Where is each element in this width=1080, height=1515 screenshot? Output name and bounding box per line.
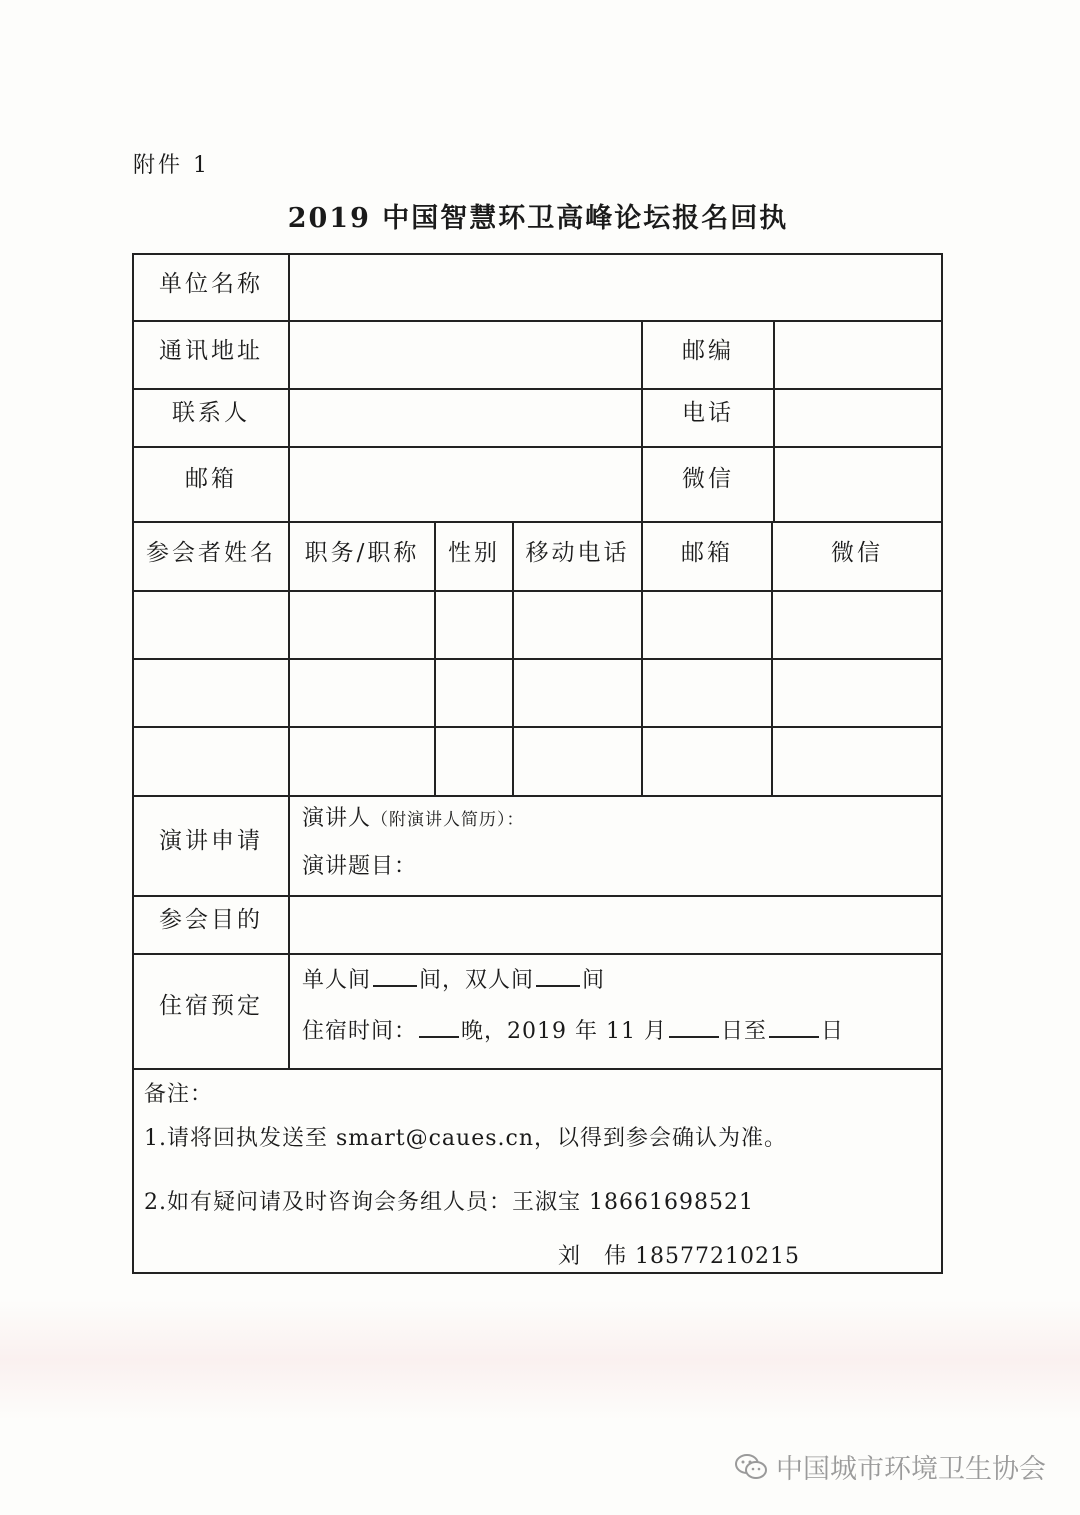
single-room-blank (373, 965, 417, 987)
attendee-title-header: 职务/职称 (304, 539, 420, 566)
notes-heading: 备注： (144, 1082, 214, 1107)
room-unit-text-2: 间 (582, 968, 606, 993)
stay-time-line (302, 1014, 844, 1045)
double-room-blank (536, 965, 580, 987)
purpose-label: 参会目的 (159, 906, 263, 933)
single-room-text: 单人间 (302, 968, 372, 993)
speech-topic: 演讲题目： (302, 854, 418, 879)
day-text: 日 (821, 1019, 845, 1044)
column-divider (773, 320, 775, 521)
postcode-label: 邮编 (682, 337, 734, 364)
notes-line-2: 2.如有疑问请及时咨询会务组人员：王淑宝 18661698521 (144, 1190, 754, 1215)
scan-shadow (0, 1300, 1080, 1420)
column-divider (288, 255, 290, 1068)
double-room-text: ，双人间 (442, 968, 535, 993)
day-to-text: 日至 (720, 1019, 767, 1044)
address-label: 通讯地址 (159, 337, 263, 364)
unit-name-label: 单位名称 (159, 270, 263, 297)
accommodation-label: 住宿预定 (159, 992, 263, 1019)
notes-line-1: 1.请将回执发送至 smart@caues.cn，以得到参会确认为准。 (144, 1126, 788, 1151)
contact-label: 联系人 (172, 399, 250, 426)
registration-form-table (132, 253, 943, 1274)
start-day-blank (669, 1016, 719, 1038)
phone-label: 电话 (682, 399, 734, 426)
nights-blank (419, 1016, 459, 1038)
watermark (734, 1447, 1046, 1486)
speaker-text: 演讲人 (302, 806, 372, 831)
room-line (302, 963, 605, 994)
form-title: 2019 中国智慧环卫高峰论坛报名回执 (287, 203, 789, 234)
attendee-mobile-header: 移动电话 (525, 539, 630, 566)
speech-label: 演讲申请 (159, 827, 263, 854)
notes-line-3: 刘 伟 18577210215 (558, 1244, 800, 1269)
wechat-label: 微信 (682, 465, 734, 492)
row-divider (134, 726, 941, 728)
wechat-icon (734, 1453, 768, 1481)
night-text: 晚，2019 年 11 月 (461, 1019, 667, 1044)
attendee-name-header: 参会者姓名 (146, 539, 276, 566)
room-unit-text: 间 (419, 968, 443, 993)
stay-time-label: 住宿时间： (302, 1019, 418, 1044)
attendee-gender-header: 性别 (448, 539, 500, 566)
row-divider (134, 590, 941, 592)
attachment-label: 附件 1 (133, 153, 210, 178)
email-label: 邮箱 (185, 465, 237, 492)
speaker-line (302, 801, 525, 832)
watermark-text: 中国城市环境卫生协会 (776, 1454, 1046, 1485)
end-day-blank (769, 1016, 819, 1038)
attendee-email-header: 邮箱 (681, 539, 733, 566)
row-divider (134, 658, 941, 660)
attendee-wechat-header: 微信 (831, 539, 883, 566)
row-divider (134, 1068, 941, 1070)
speaker-note: （附演讲人简历）： (371, 810, 525, 830)
